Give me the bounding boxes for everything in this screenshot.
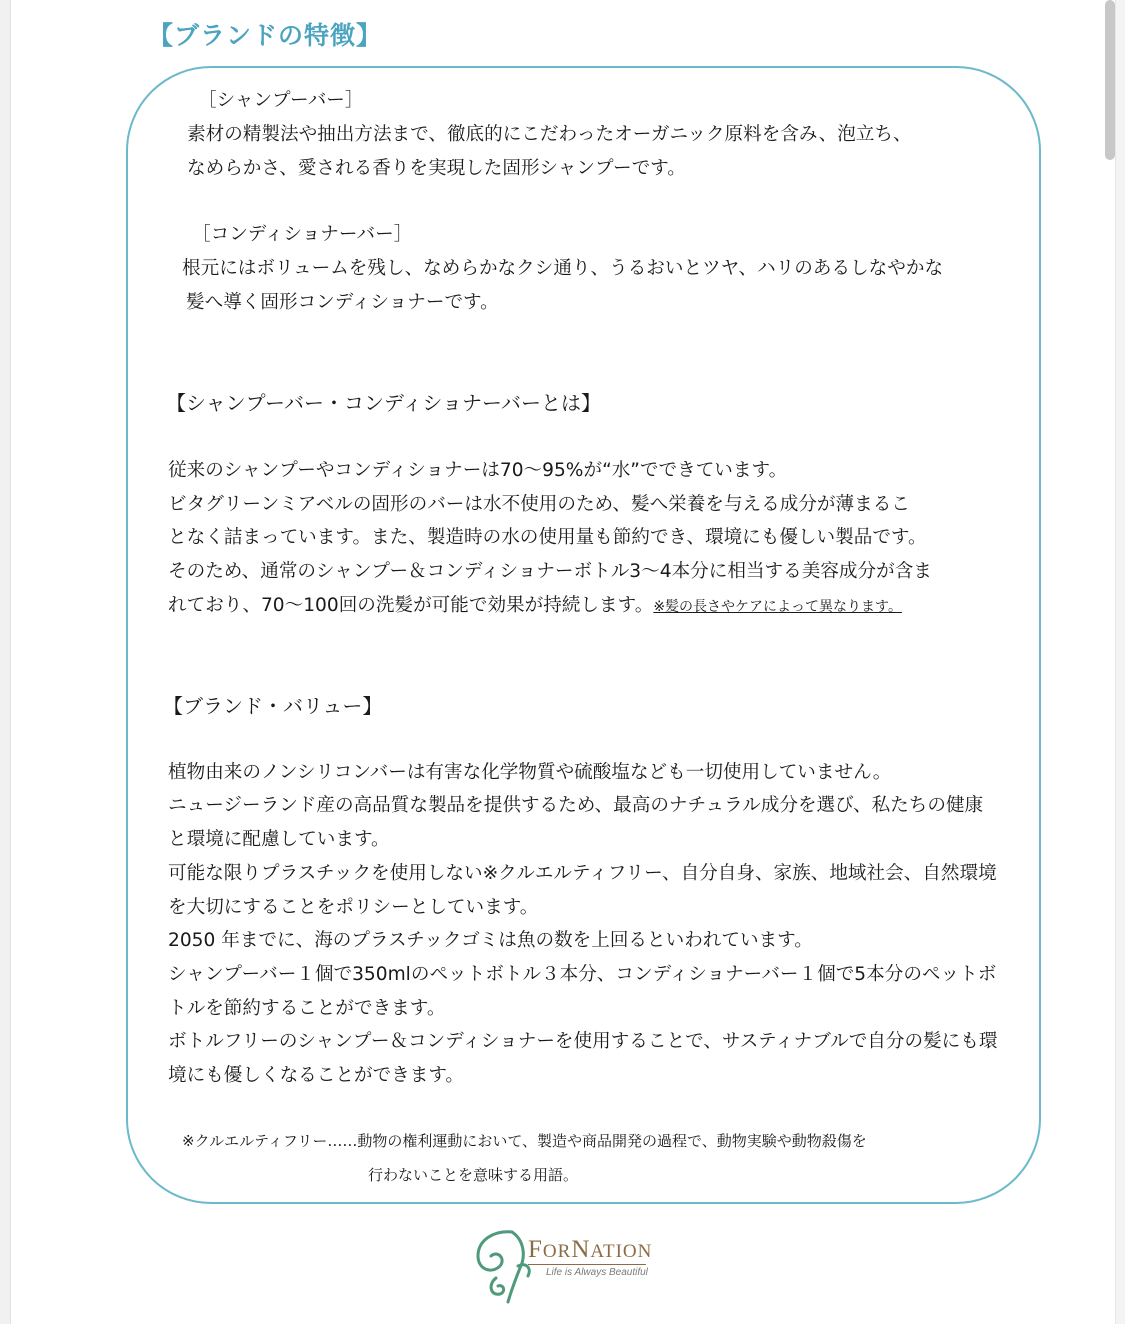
value-line: を大切にすることをポリシーとしています。 xyxy=(168,897,539,918)
value-line: 境にも優しくなることができます。 xyxy=(168,1065,465,1086)
shampoo-line: なめらかさ、愛される香りを実現した固形シャンプーです。 xyxy=(187,158,686,179)
left-margin xyxy=(0,0,11,1324)
wordmark-or: OR xyxy=(542,1241,572,1262)
about-line xyxy=(168,589,902,624)
about-line: 従来のシャンプーやコンディショナーは70～95%が“水”でできています。 xyxy=(168,460,788,481)
about-line-text: れており、70～100回の洗髪が可能で効果が持続します。 xyxy=(168,595,654,616)
scrollbar-thumb[interactable] xyxy=(1105,0,1115,160)
wordmark-ation: ATION xyxy=(590,1241,653,1262)
conditioner-line: 根元にはボリュームを残し、なめらかなクシ通り、うるおいとツヤ、ハリのあるしなやかな xyxy=(182,258,944,279)
wordmark-f: F xyxy=(528,1236,543,1263)
cruelty-free-note-cont: 行わないことを意味する用語。 xyxy=(368,1166,579,1184)
value-line: 2050 年までに、海のプラスチックゴミは魚の数を上回るといわれています。 xyxy=(168,930,813,951)
leaf-swirl-icon xyxy=(478,1232,529,1302)
about-line: となく詰まっています。また、製造時の水の使用量も節約でき、環境にも優しい製品です。 xyxy=(168,527,927,548)
page-title: 【ブランドの特徴】 xyxy=(148,21,383,50)
value-line: ニュージーランド産の高品質な製品を提供するため、最高のナチュラル成分を選び、私たちの健康 xyxy=(168,795,984,816)
value-line: 植物由来のノンシリコンバーは有害な化学物質や硫酸塩なども一切使用していません。 xyxy=(168,762,892,783)
shampoo-line: 素材の精製法や抽出方法まで、徹底的にこだわったオーガニック原料を含み、泡立ち、 xyxy=(187,124,912,145)
conditioner-line: 髪へ導く固形コンディショナーです。 xyxy=(186,292,499,313)
scrollbar-track[interactable] xyxy=(1115,0,1125,1324)
cruelty-free-note: ※クルエルティフリー……動物の権利運動において、製造や商品開発の過程で、動物実験や動物殺傷を xyxy=(182,1132,867,1150)
wordmark-divider xyxy=(528,1264,646,1265)
about-heading: 【シャンプーバー・コンディショナーバーとは】 xyxy=(166,391,601,415)
value-heading: 【ブランド・バリュー】 xyxy=(163,694,383,718)
brand-tagline: Life is Always Beautiful xyxy=(546,1267,648,1278)
value-line: トルを節約することができます。 xyxy=(168,998,446,1019)
value-line: ボトルフリーのシャンプー＆コンディショナーを使用することで、サスティナブルで自分の髪にも環 xyxy=(168,1031,998,1052)
brand-wordmark xyxy=(528,1236,652,1264)
about-footnote: ※髪の長さやケアによって異なります。 xyxy=(653,599,902,615)
conditioner-heading: ［コンディショナーバー］ xyxy=(192,224,413,245)
wordmark-n: N xyxy=(571,1236,591,1263)
value-line: と環境に配慮しています。 xyxy=(168,829,390,850)
about-line: ビタグリーンミアベルの固形のバーは水不使用のため、髪へ栄養を与える成分が薄まるこ xyxy=(168,494,910,515)
about-line: そのため、通常のシャンプー＆コンディショナーボトル3～4本分に相当する美容成分が含ま xyxy=(168,561,932,582)
value-line: 可能な限りプラスチックを使用しない※クルエルティフリー、自分自身、家族、地域社会、自然環境 xyxy=(168,863,997,884)
shampoo-heading: ［シャンプーバー］ xyxy=(198,90,364,111)
value-line: シャンプーバー１個で350mlのペットボトル３本分、コンディショナーバー１個で5本分のペットボ xyxy=(168,964,997,985)
